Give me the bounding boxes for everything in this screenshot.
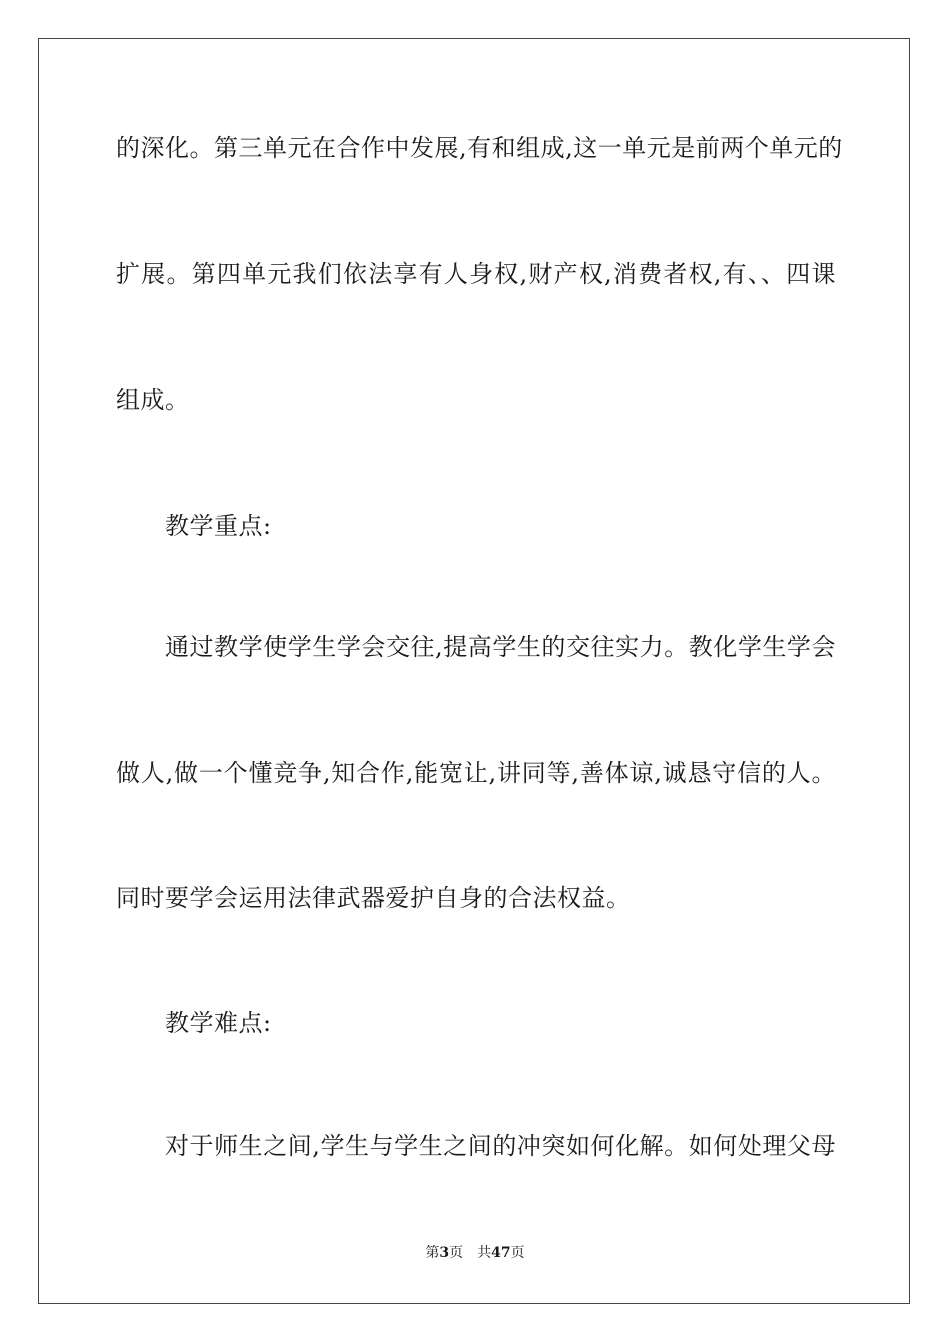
footer-total-suffix: 页	[510, 1245, 525, 1261]
body-text-line: 扩展。第四单元我们依法享有人身权,财产权,消费者权,有、、四课	[116, 260, 836, 288]
footer-page-suffix: 页	[449, 1245, 464, 1261]
section-heading-difficult-points: 教学难点:	[165, 1009, 272, 1037]
body-text-line: 对于师生之间,学生与学生之间的冲突如何化解。如何处理父母	[165, 1132, 836, 1160]
body-text-line: 组成。	[116, 386, 190, 414]
body-text-line: 做人,做一个懂竞争,知合作,能宽让,讲同等,善体谅,诚恳守信的人。	[116, 759, 836, 787]
body-text-line: 的深化。第三单元在合作中发展,有和组成,这一单元是前两个单元的	[116, 134, 843, 162]
body-text-line: 通过教学使学生学会交往,提高学生的交往实力。教化学生学会	[165, 633, 836, 661]
footer-total-prefix: 共	[477, 1245, 492, 1261]
section-heading-key-points: 教学重点:	[165, 512, 272, 540]
page-footer	[0, 1244, 950, 1262]
total-page-count: 47	[491, 1245, 511, 1261]
page-border	[38, 38, 910, 1304]
current-page-number: 3	[439, 1245, 450, 1261]
footer-page-prefix: 第	[425, 1245, 440, 1261]
body-text-line: 同时要学会运用法律武器爱护自身的合法权益。	[116, 884, 631, 912]
